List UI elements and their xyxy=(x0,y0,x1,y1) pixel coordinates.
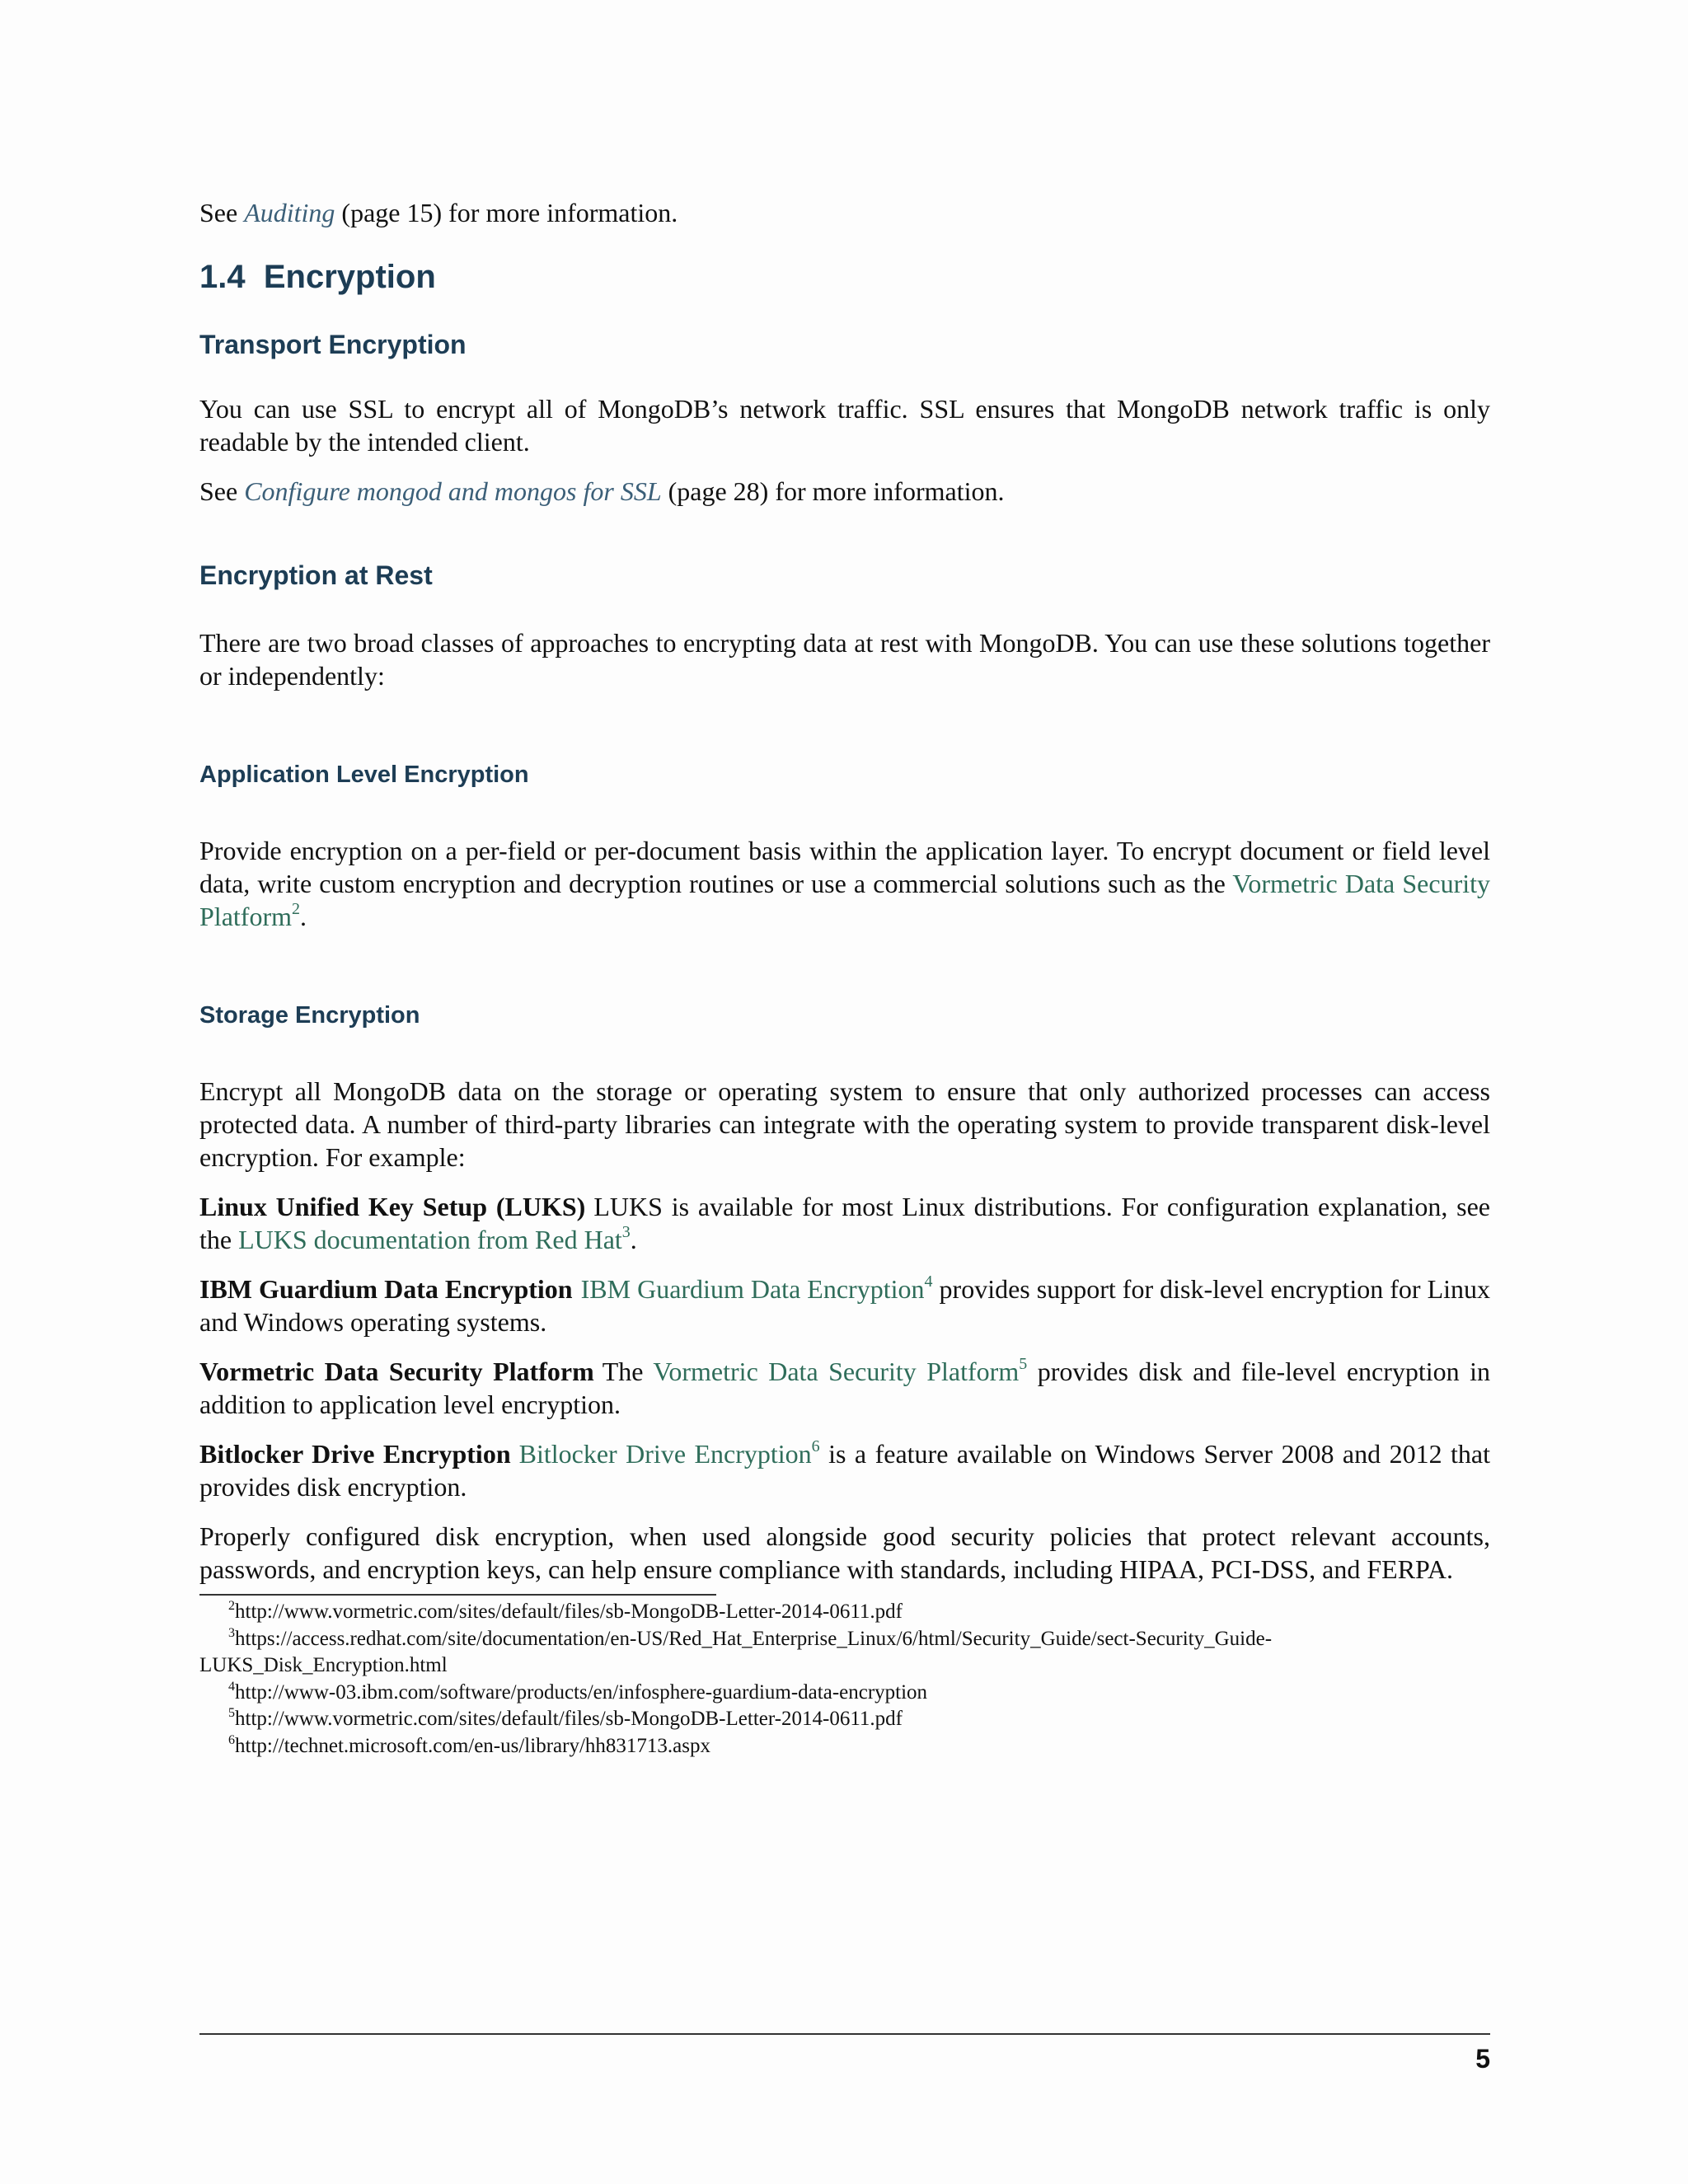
transport-body: You can use SSL to encrypt all of MongoDB’s network traffic. SSL ensures that MongoDB network traffic is only readable by the intended client. xyxy=(199,394,1490,457)
intro-rest: (page 15) for more information. xyxy=(335,198,678,227)
definition-text: The xyxy=(602,1357,654,1386)
page-content xyxy=(199,196,1490,1760)
footnote-mark-4: 4 xyxy=(924,1272,933,1291)
app-body-end: . xyxy=(299,902,307,931)
intro-see: See xyxy=(199,198,238,227)
footnote-mark-2: 2 xyxy=(291,900,300,918)
footnote-number: 4 xyxy=(228,1679,235,1694)
section-heading xyxy=(199,257,1490,297)
application-level-heading: Application Level Encryption xyxy=(199,762,529,788)
auditing-link[interactable]: Auditing xyxy=(244,198,335,227)
vormetric-link-text: Vormetric Data Security Platform xyxy=(199,869,1491,931)
footnote-number: 2 xyxy=(228,1599,235,1613)
definition-item-vormetric xyxy=(199,1355,1490,1421)
definition-text-end: . xyxy=(630,1225,637,1254)
transport-rest: (page 28) for more information. xyxy=(661,476,1005,506)
footnote-mark-5: 5 xyxy=(1019,1355,1028,1373)
link-text: Vormetric Data Security Platform xyxy=(653,1357,1020,1386)
footnotes xyxy=(199,1599,1490,1760)
footnote-3-continued[interactable]: LUKS_Disk_Encryption.html xyxy=(199,1654,448,1676)
link-text: LUKS documentation from Red Hat xyxy=(238,1225,622,1254)
definition-text-end: provides disk and file-level encryption in addition to application level encryption. xyxy=(199,1357,1491,1419)
footnote-url[interactable]: https://access.redhat.com/site/documentation/en-US/Red_Hat_Enterprise_Linux/6/html/Security_Guide/sect-Security_Guide- xyxy=(235,1627,1273,1650)
configure-ssl-link[interactable]: Configure mongod and mongos for SSL xyxy=(244,476,662,506)
storage-definition-list xyxy=(199,1190,1490,1503)
footnote-2 xyxy=(199,1599,1490,1626)
definition-text-end: provides support for disk-level encryption for Linux and Windows operating systems. xyxy=(199,1274,1491,1337)
transport-see: See xyxy=(199,476,245,506)
definition-term: Bitlocker Drive Encryption xyxy=(199,1439,511,1469)
definition-term: Vormetric Data Security Platform xyxy=(199,1357,594,1386)
link-text: IBM Guardium Data Encryption xyxy=(580,1274,925,1304)
definition-item-luks xyxy=(199,1190,1490,1256)
footnote-url[interactable]: http://www.vormetric.com/sites/default/files/sb-MongoDB-Letter-2014-0611.pdf xyxy=(235,1708,903,1730)
app-body-text: Provide encryption on a per-field or per-document basis within the application layer. To encrypt document or field level data, write custom encryption and decryption routines or use a commercial solutions such as the xyxy=(199,836,1490,898)
footnote-mark-3: 3 xyxy=(621,1223,631,1241)
footnote-5 xyxy=(199,1706,1490,1733)
ibm-guardium-link[interactable] xyxy=(581,1274,933,1304)
footnote-6 xyxy=(199,1733,1490,1760)
link-text: Bitlocker Drive Encryption xyxy=(518,1439,812,1469)
section-title: Encryption xyxy=(263,259,436,295)
storage-body: Encrypt all MongoDB data on the storage or operating system to ensure that only authorized processes can access protected data. A number of third-party libraries can integrate with the operating system to provide transparent disk-level encryption. For example: xyxy=(199,1076,1490,1172)
encryption-at-rest-heading: Encryption at Rest xyxy=(199,560,433,590)
footnote-mark-6: 6 xyxy=(811,1437,820,1455)
footnote-url[interactable]: http://www-03.ibm.com/software/products/en/infosphere-guardium-data-encryption xyxy=(235,1680,928,1704)
definition-term: Linux Unified Key Setup (LUKS) xyxy=(199,1192,586,1221)
footnote-number: 5 xyxy=(228,1706,235,1720)
closing-paragraph: Properly configured disk encryption, when used alongside good security policies that protect relevant accounts, passwords, and encryption keys, can help ensure compliance with standards, including HIPAA, PCI-DSS, and FERPA. xyxy=(199,1521,1490,1584)
footer-rule xyxy=(199,2033,1490,2035)
footnote-4 xyxy=(199,1680,1490,1707)
definition-term: IBM Guardium Data Encryption xyxy=(199,1274,573,1304)
transport-see-paragraph xyxy=(199,475,1490,508)
footnote-divider xyxy=(199,1594,716,1596)
at-rest-body: There are two broad classes of approaches to encrypting data at rest with MongoDB. You can use these solutions together or independently: xyxy=(199,628,1490,691)
storage-encryption-heading: Storage Encryption xyxy=(199,1002,420,1029)
intro-paragraph xyxy=(199,196,1490,229)
definition-item-ibm xyxy=(199,1272,1490,1338)
transport-encryption-heading: Transport Encryption xyxy=(199,330,467,359)
definition-text-end: is a feature available on Windows Server 2008 and 2012 that provides disk encryption. xyxy=(199,1439,1491,1502)
definition-text: LUKS is available for most Linux distributions. For configuration explanation, see the xyxy=(199,1192,1491,1254)
page-number: 5 xyxy=(1475,2044,1490,2074)
application-level-body xyxy=(199,834,1490,933)
footnote-number: 3 xyxy=(228,1625,235,1640)
luks-doc-link[interactable] xyxy=(238,1225,631,1254)
definition-item-bitlocker xyxy=(199,1437,1490,1503)
vormetric-platform-link[interactable] xyxy=(653,1357,1027,1386)
footnote-url[interactable]: http://technet.microsoft.com/en-us/library/hh831713.aspx xyxy=(235,1734,710,1757)
footnote-3 xyxy=(199,1626,1490,1653)
section-number: 1.4 xyxy=(199,259,246,295)
footnote-number: 6 xyxy=(228,1732,235,1747)
bitlocker-link[interactable] xyxy=(519,1439,820,1469)
footnote-url[interactable]: http://www.vormetric.com/sites/default/files/sb-MongoDB-Letter-2014-0611.pdf xyxy=(235,1601,903,1623)
